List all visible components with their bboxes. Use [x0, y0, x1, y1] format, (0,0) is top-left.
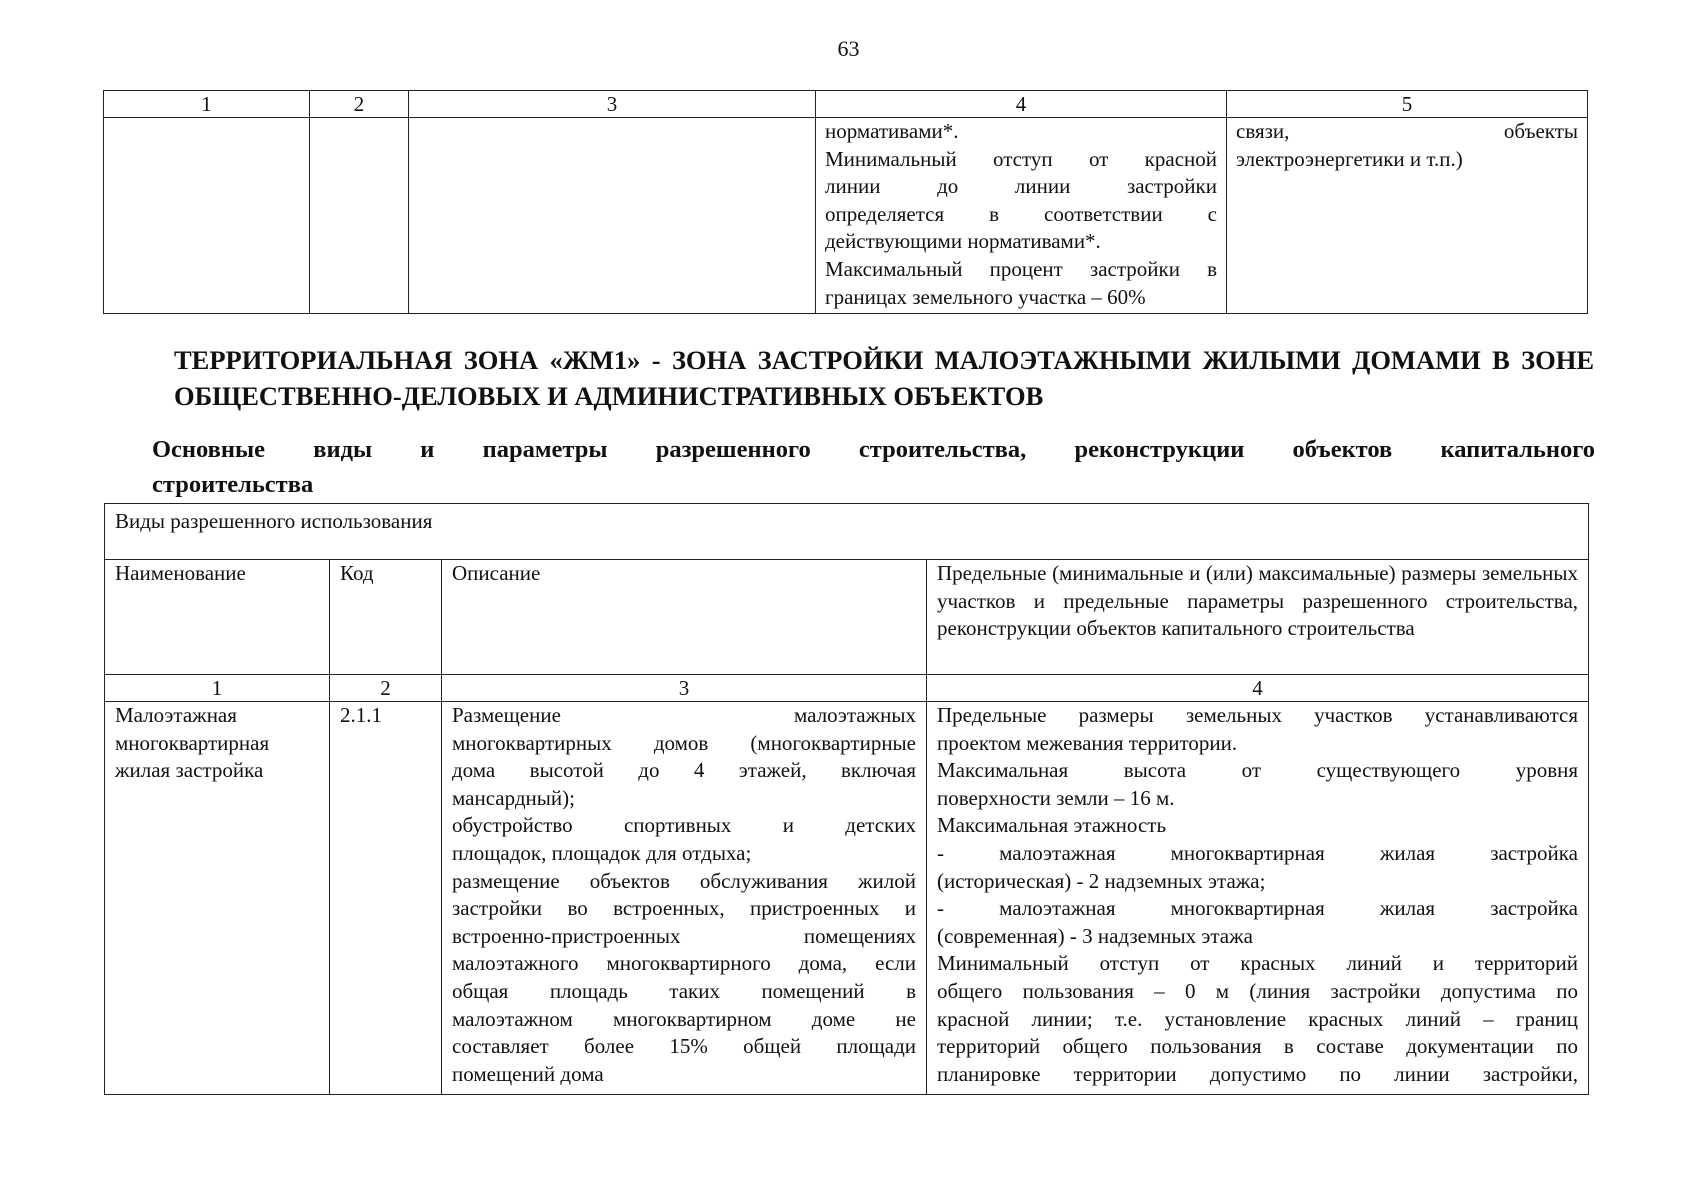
column-number: 2: [330, 675, 442, 702]
text-line: действующими нормативами*.: [825, 229, 1101, 254]
text-line: планировке территории допустимо по линии застройки,: [937, 1061, 1579, 1086]
text-line: обустройство спортивных и детских: [452, 813, 916, 838]
column-number: 3: [442, 675, 927, 702]
text-line: многоквартирных домов (многоквартирные: [452, 730, 916, 755]
column-number: 3: [409, 91, 816, 118]
use-limits-cell: [927, 702, 1589, 1095]
text-line: встроенно-пристроенных помещениях: [452, 923, 916, 948]
text-line: - малоэтажная многоквартирная жилая застройка: [937, 896, 1579, 921]
group-header: Виды разрешенного использования: [105, 504, 1589, 560]
text-line: мансардный);: [452, 785, 575, 810]
section-title-line: Основные виды и параметры разрешенного строительства, реконструкции объектов капитального: [152, 436, 1595, 463]
text-line: жилая застройка: [115, 758, 264, 783]
text-line: проектом межевания территории.: [937, 730, 1238, 755]
text-line: Максимальная высота от существующего уровня: [937, 758, 1579, 783]
group-header-row: [105, 504, 1589, 560]
text-line: дома высотой до 4 этажей, включая: [452, 758, 916, 783]
table-row: [105, 702, 1589, 1095]
column-number: 1: [105, 675, 330, 702]
text-line: Предельные размеры земельных участков устанавливаются: [937, 703, 1579, 727]
use-name-cell: [105, 702, 330, 1095]
text-line: застройки во встроенных, пристроенных и: [452, 896, 916, 921]
text-line: связи, объекты: [1236, 119, 1578, 143]
column-number: 2: [310, 91, 409, 118]
text-line: общего пользования – 0 м (линия застройки допустима по: [937, 978, 1579, 1003]
text-line: красной линии; т.е. установление красных линий – границ: [937, 1006, 1579, 1031]
table-cell: [104, 118, 310, 314]
text-line: малоэтажного многоквартирного дома, если: [452, 951, 916, 976]
column-header-limits: Предельные (минимальные и (или) максимальные) размеры земельных участков и предельные параметры разрешенного строительства, реконструкции объектов капитального строительства: [927, 560, 1589, 675]
continuation-table: [103, 90, 1588, 314]
text-line: линии до линии застройки: [825, 174, 1217, 199]
text-line: (современная) - 3 надземных этажа: [937, 923, 1253, 948]
use-description-cell: [442, 702, 927, 1095]
column-number: 5: [1227, 91, 1588, 118]
section-title-line: строительства: [152, 471, 314, 498]
permitted-use-table: [104, 503, 1589, 1095]
column-header-description: Описание: [442, 560, 927, 675]
text-line: площадок, площадок для отдыха;: [452, 840, 752, 865]
text-line: (историческая) - 2 надземных этажа;: [937, 868, 1266, 893]
zone-title: ТЕРРИТОРИАЛЬНАЯ ЗОНА «ЖМ1» - ЗОНА ЗАСТРОЙКИ МАЛОЭТАЖНЫМИ ЖИЛЫМИ ДОМАМИ В ЗОНЕ ОБЩЕСТВЕННО-ДЕЛОВЫХ И АДМИНИСТРАТИВНЫХ ОБЪЕКТОВ: [174, 345, 1594, 411]
column-number: 4: [927, 675, 1589, 702]
text-line: нормативами*.: [825, 119, 959, 143]
column-header-code: Код: [330, 560, 442, 675]
text-line: общая площадь таких помещений в: [452, 978, 916, 1003]
column-number: 4: [816, 91, 1227, 118]
column-header-row: [105, 560, 1589, 675]
page-number: 63: [837, 36, 860, 61]
text-line: размещение объектов обслуживания жилой: [452, 868, 916, 893]
text-line: территорий общего пользования в составе документации по: [937, 1034, 1579, 1059]
text-line: составляет более 15% общей площади: [452, 1034, 916, 1059]
text-line: Малоэтажная: [115, 703, 237, 727]
text-line: многоквартирная: [115, 730, 270, 755]
text-line: Размещение малоэтажных: [452, 703, 916, 727]
parameters-cell: [816, 118, 1227, 314]
text-line: поверхности земли – 16 м.: [937, 785, 1175, 810]
use-code-cell: 2.1.1: [330, 702, 442, 1095]
column-header-name: Наименование: [105, 560, 330, 675]
section-title: [152, 432, 1595, 502]
column-number-row: [104, 91, 1588, 118]
text-line: границах земельного участка – 60%: [825, 284, 1146, 309]
table-cell: [310, 118, 409, 314]
text-line: Максимальный процент застройки в: [825, 256, 1217, 281]
text-line: определяется в соответствии с: [825, 201, 1217, 226]
text-line: Максимальная этажность: [937, 813, 1167, 838]
table-row: [104, 118, 1588, 314]
text-line: малоэтажном многоквартирном доме не: [452, 1006, 916, 1031]
text-line: Минимальный отступ от красных линий и территорий: [937, 951, 1579, 976]
examples-cell: [1227, 118, 1588, 314]
text-line: электроэнергетики и т.п.): [1236, 146, 1463, 171]
text-line: помещений дома: [452, 1061, 604, 1086]
text-line: Минимальный отступ от красной: [825, 146, 1217, 171]
column-number-row: [105, 675, 1589, 702]
column-number: 1: [104, 91, 310, 118]
text-line: - малоэтажная многоквартирная жилая застройка: [937, 840, 1579, 865]
table-cell: [409, 118, 816, 314]
